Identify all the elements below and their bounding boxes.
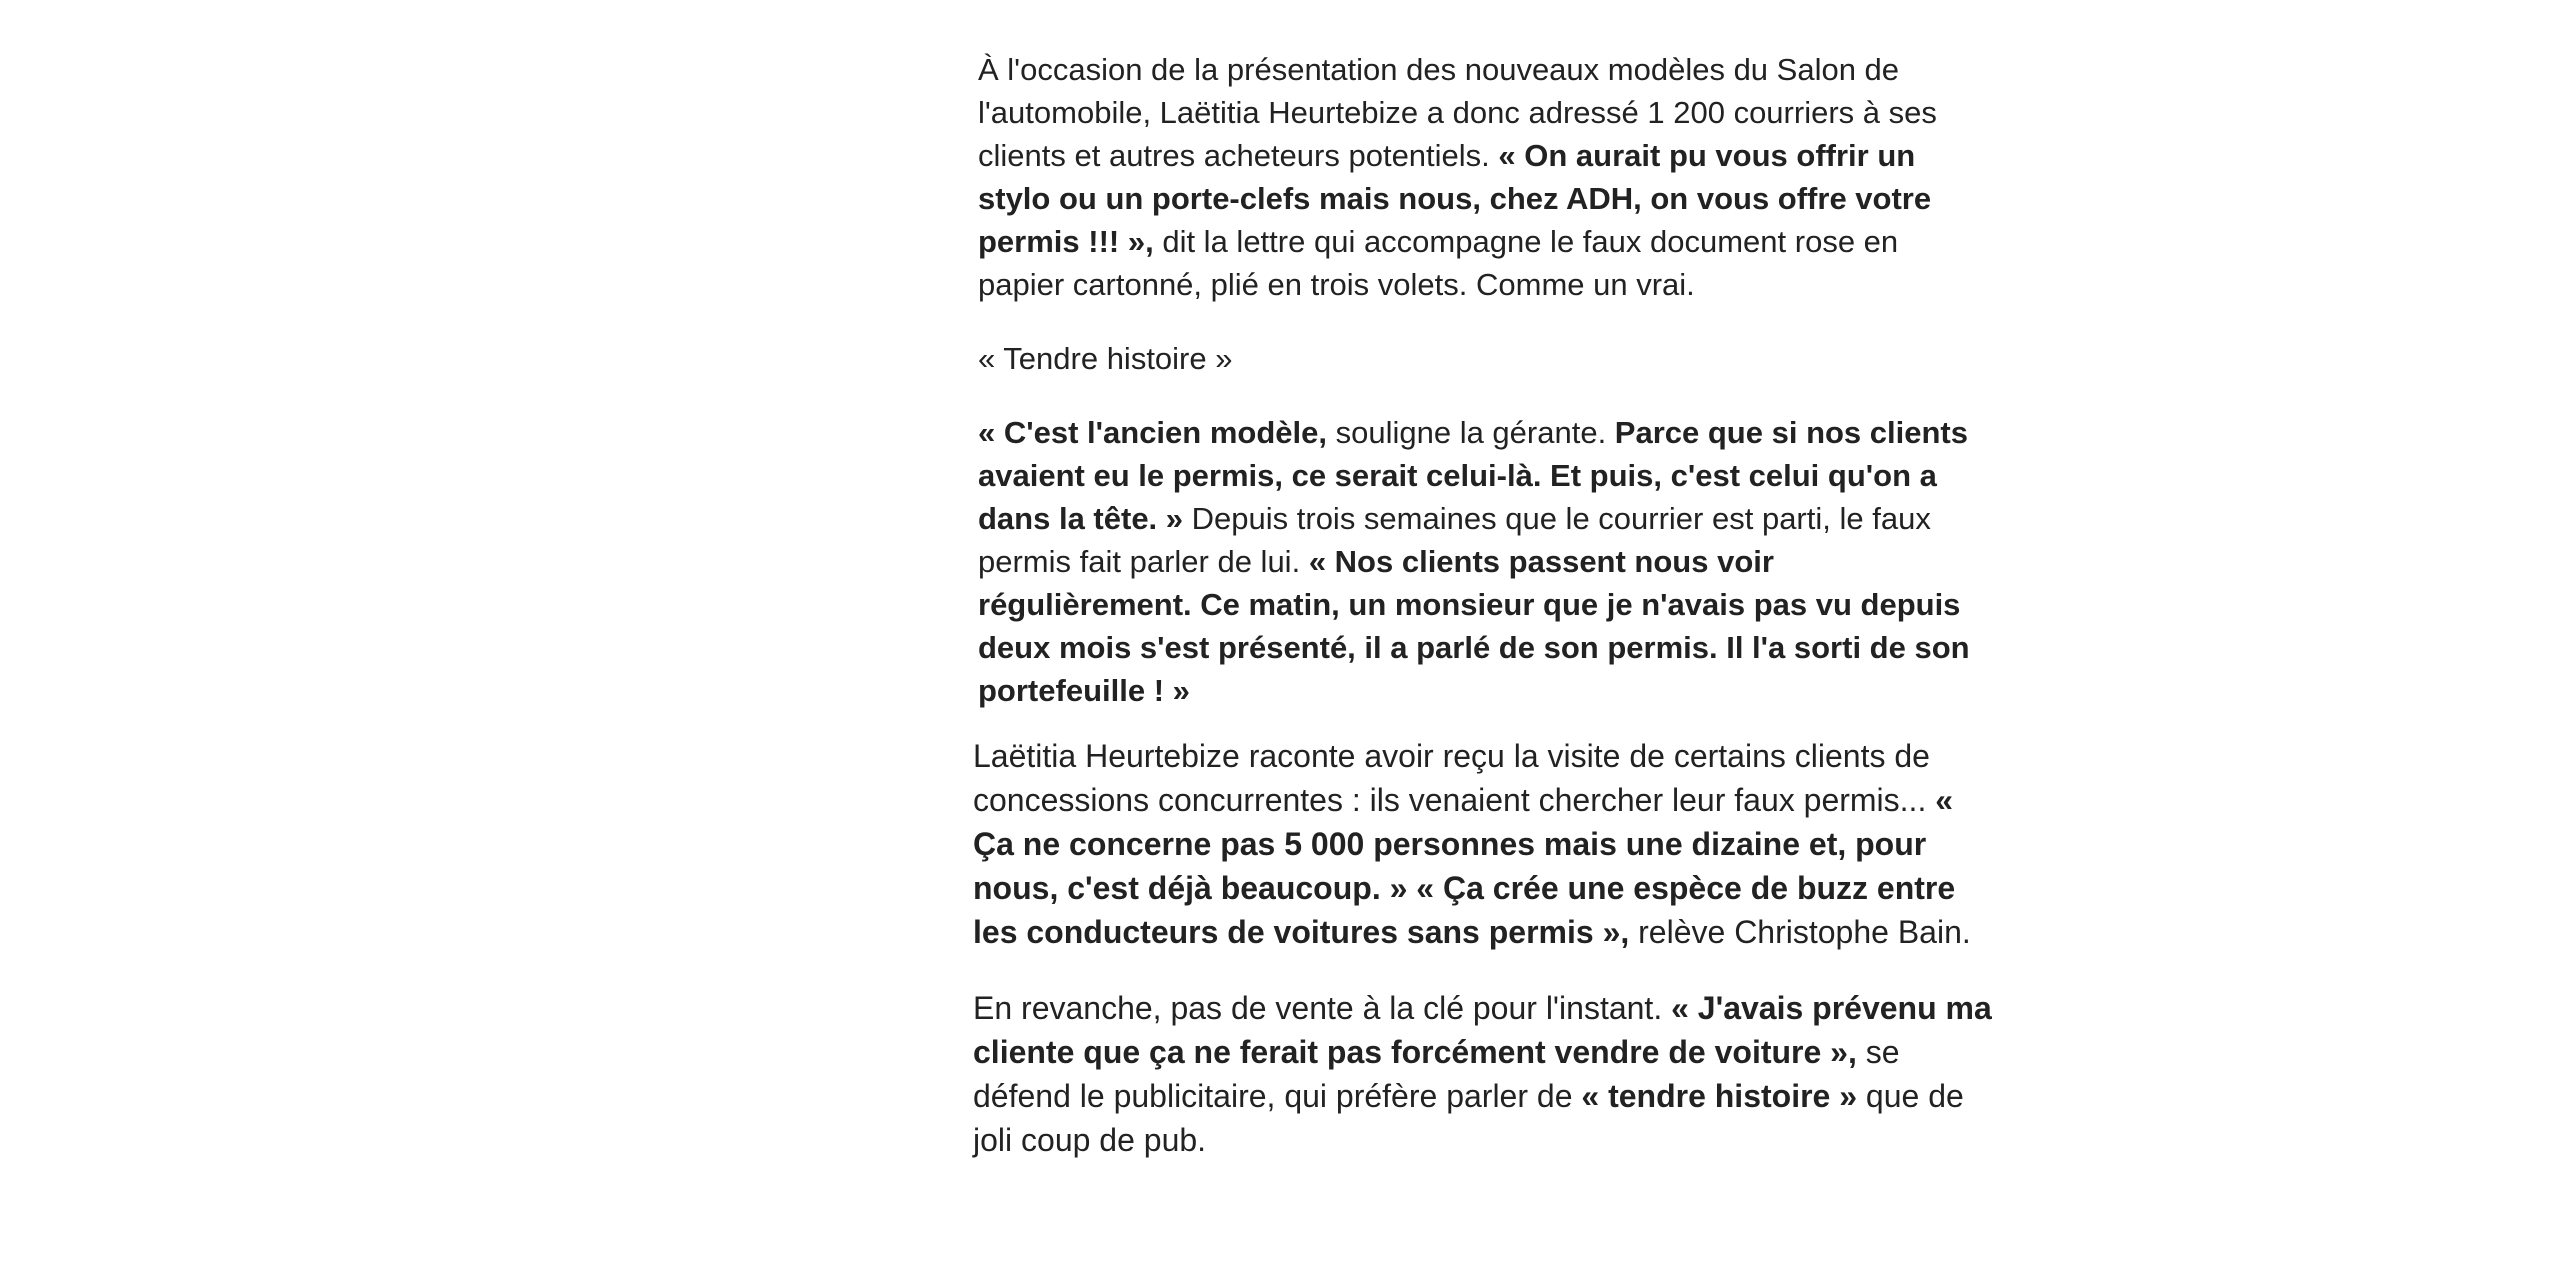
quote-run: « On aurait pu vous offrir un stylo ou un porte-clefs mais nous, chez ADH, on vous offre votre permis !!! », bbox=[978, 138, 1932, 259]
article-section-upper bbox=[978, 48, 1988, 712]
article-section-lower bbox=[973, 734, 1993, 1162]
subheading-text: « Tendre histoire » bbox=[978, 341, 1233, 376]
text-run: Depuis trois semaines que le courrier est parti, le faux permis fait parler de lui. bbox=[978, 501, 1931, 579]
quote-run: « C'est l'ancien modèle, bbox=[978, 415, 1327, 450]
quote-run: « tendre histoire » bbox=[1581, 1078, 1858, 1114]
paragraph-vente bbox=[973, 986, 1993, 1162]
quote-run: « Nos clients passent nous voir régulièrement. Ce matin, un monsieur que je n'avais pas vu depuis deux mois s'est présenté, il a parlé de son permis. Il l'a sorti de son portefeuille ! » bbox=[978, 544, 1970, 708]
paragraph-salon-letter bbox=[978, 48, 1988, 306]
text-run: relève Christophe Bain. bbox=[1629, 914, 1971, 950]
text-run: se défend le publicitaire, qui préfère parler de bbox=[973, 1034, 1900, 1114]
paragraph-ancien-modele bbox=[978, 411, 1988, 712]
text-run: Laëtitia Heurtebize raconte avoir reçu la visite de certains clients de concessions concurrentes : ils venaient chercher leur faux permis... bbox=[973, 738, 1936, 818]
quote-run: « J'avais prévenu ma cliente que ça ne ferait pas forcément vendre de voiture », bbox=[973, 990, 1992, 1070]
text-run: À l'occasion de la présentation des nouveaux modèles du Salon de l'automobile, Laëtitia Heurtebize a donc adressé 1 200 courriers à ses clients et autres acheteurs potentiels. bbox=[978, 52, 1937, 173]
text-run: que de joli coup de pub. bbox=[973, 1078, 1964, 1158]
text-run: En revanche, pas de vente à la clé pour l'instant. bbox=[973, 990, 1672, 1026]
text-run: dit la lettre qui accompagne le faux document rose en papier cartonné, plié en trois volets. Comme un vrai. bbox=[978, 224, 1899, 302]
paragraph-subheading bbox=[978, 337, 1988, 380]
text-run: souligne la gérante. bbox=[1326, 415, 1615, 450]
quote-run: Parce que si nos clients avaient eu le permis, ce serait celui-là. Et puis, c'est celui qu'on a dans la tête. » bbox=[978, 415, 1968, 536]
quote-run: « Ça ne concerne pas 5 000 personnes mais une dizaine et, pour nous, c'est déjà beaucoup. » « Ça crée une espèce de buzz entre les conducteurs de voitures sans permis », bbox=[973, 782, 1956, 950]
paragraph-concurrents bbox=[973, 734, 1993, 954]
